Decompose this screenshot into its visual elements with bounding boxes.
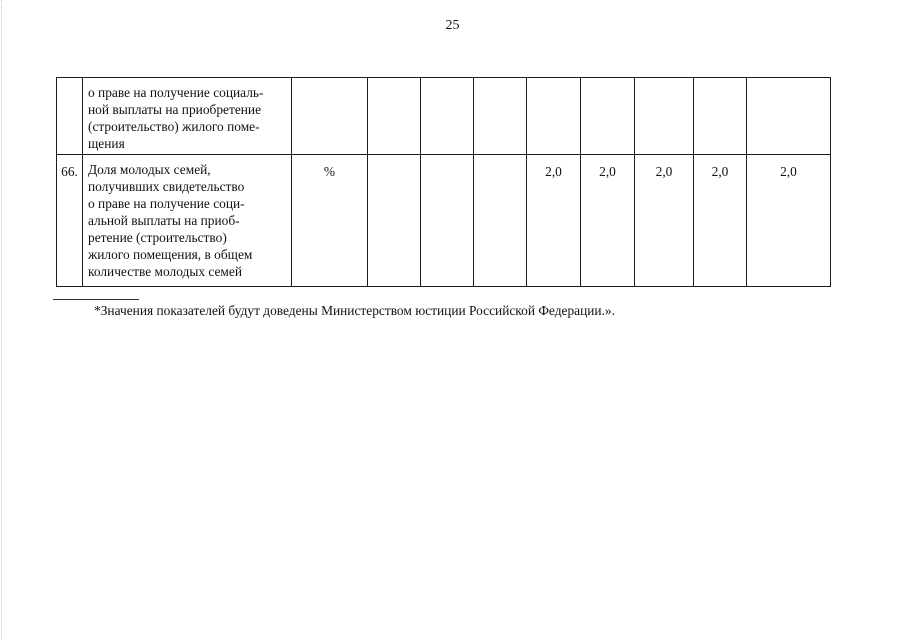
indicator-name-text: о праве на получение социаль- ной выплаты на приобретение (строительство) жилого поме- щения [88,85,264,151]
footnote: *Значения показателей будут доведены Министерством юстиции Российской Федерации.». [94,303,615,318]
value-cell [421,155,474,287]
value-cell: 2,0 [635,155,694,287]
footnote-separator [53,299,139,300]
value-cell: 2,0 [747,155,831,287]
value-cell [527,78,581,155]
table-row [57,78,831,155]
row-number [57,78,83,155]
value-cell: 2,0 [527,155,581,287]
value-cell: 2,0 [581,155,635,287]
indicators-table [56,77,831,287]
value-cell [474,78,527,155]
indicator-name [83,155,292,287]
unit-cell: % [292,155,368,287]
value-cell [635,78,694,155]
table-row [57,155,831,287]
value-cell: 2,0 [694,155,747,287]
value-cell [581,78,635,155]
value-cell [421,78,474,155]
value-cell [368,155,421,287]
indicator-name [83,78,292,155]
unit-cell [292,78,368,155]
value-cell [747,78,831,155]
value-cell [368,78,421,155]
scan-edge [1,0,2,640]
value-cell [474,155,527,287]
row-number: 66. [57,155,83,287]
page-number: 25 [445,18,460,33]
value-cell [694,78,747,155]
indicator-name-text: Доля молодых семей, получивших свидетельство о праве на получение соци- альной выплаты на приоб- ретение (строительство) жилого помещения, в общем количестве молодых семей [88,162,253,279]
